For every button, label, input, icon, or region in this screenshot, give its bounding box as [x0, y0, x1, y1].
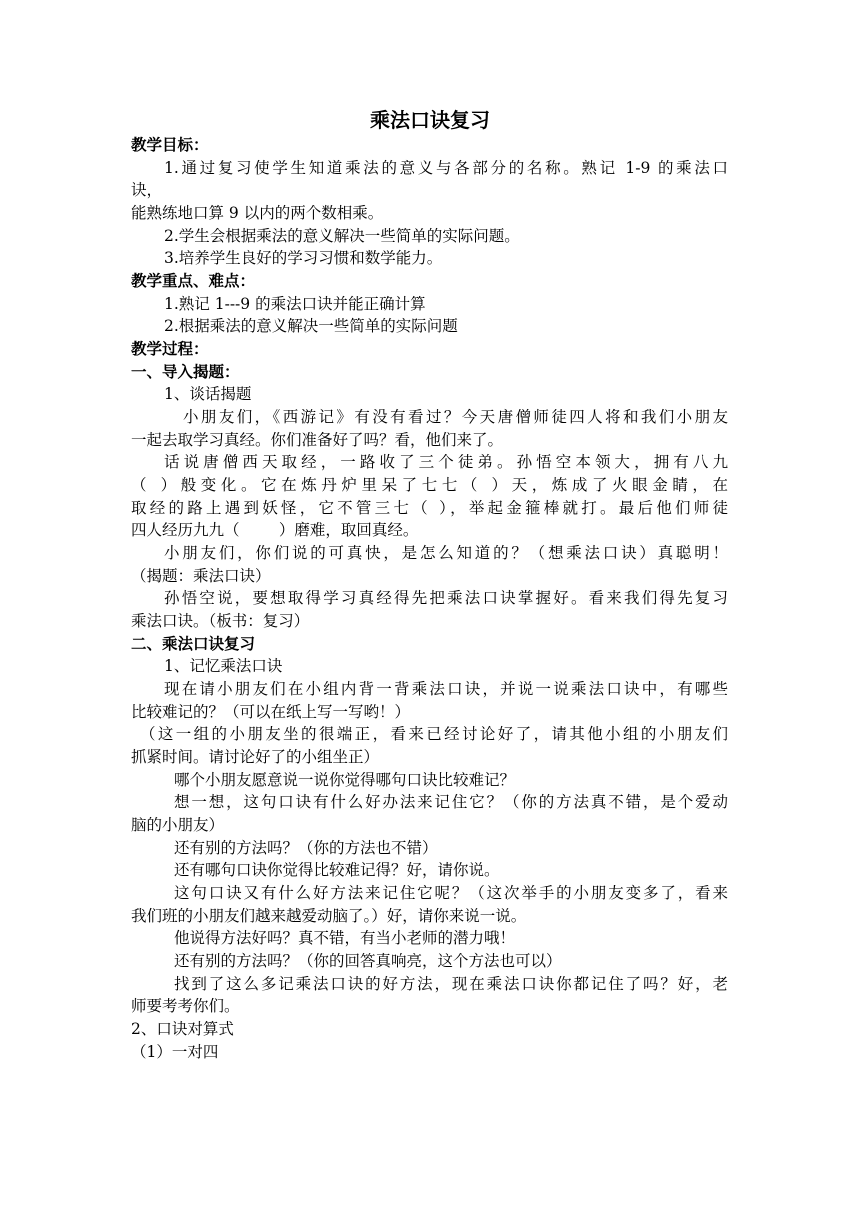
text-line: 1.通过复习使学生知道乘法的意义与各部分的名称。熟记 1-9 的乘法口 [164, 159, 728, 177]
text-line: 诀， [131, 181, 163, 199]
text-line: 小朋友们，《西游记》有没有看过？今天唐僧师徒四人将和我们小朋友 [183, 408, 728, 426]
text-line: （ ）般变化。它在炼丹炉里呆了七七（ ）天，炼成了火眼金睛，在 [131, 476, 728, 494]
text-line: 小朋友们，你们说的可真快，是怎么知道的？（想乘法口诀）真聪明！ [164, 544, 728, 562]
text-line: 想一想，这句口诀有什么好办法来记住它？（你的方法真不错，是个爱动 [174, 793, 728, 811]
text-line: 哪个小朋友愿意说一说你觉得哪句口诀比较难记？ [174, 771, 516, 789]
text-line: 还有哪句口诀你觉得比较难记得？好，请你说。 [174, 861, 500, 879]
text-line: 脑的小朋友） [131, 816, 225, 834]
text-line: 2、口诀对算式 [131, 1020, 234, 1038]
text-line: 师要考考你们。 [131, 997, 240, 1015]
text-line: 找到了这么多记乘法口诀的好方法，现在乘法口诀你都记住了吗？好，老 [174, 975, 728, 993]
section-heading-intro: 一、导入揭题： [131, 362, 240, 381]
text-line: 他说得方法好吗？真不错，有当小老师的潜力哦！ [174, 929, 516, 947]
text-line: 孙悟空说，要想取得学习真经得先把乘法口诀掌握好。看来我们得先复习 [164, 589, 728, 607]
text-line: 现在请小朋友们在小组内背一背乘法口诀，并说一说乘法口诀中，有哪些 [164, 680, 728, 698]
text-line: 抓紧时间。请讨论好了的小组坐正） [131, 748, 380, 766]
text-line: （1）一对四 [131, 1043, 219, 1061]
text-line: 我们班的小朋友们越来越爱动脑了。）好，请你来说一说。 [131, 907, 527, 925]
text-line: 还有别的方法吗？（你的方法也不错） [174, 839, 438, 857]
text-line: 乘法口诀。（板书：复习） [131, 612, 310, 630]
text-line: 2.学生会根据乘法的意义解决一些简单的实际问题。 [164, 227, 520, 245]
text-line: 2.根据乘法的意义解决一些简单的实际问题 [164, 317, 458, 335]
section-heading-key-points: 教学重点、难点： [131, 271, 256, 290]
text-line: （揭题：乘法口诀） [131, 567, 271, 585]
text-line: 能熟练地口算 9 以内的两个数相乘。 [131, 204, 384, 222]
text-line: 这句口诀又有什么好方法来记住它呢？（这次举手的小朋友变多了，看来 [174, 884, 728, 902]
text-line: 1.熟记 1---9 的乘法口诀并能正确计算 [164, 295, 426, 313]
text-line: 1、谈话揭题 [164, 385, 252, 403]
text-line: 话说唐僧西天取经，一路收了三个徒弟。孙悟空本领大，拥有八九 [164, 453, 728, 471]
text-line: 四人经历九九（ ）磨难，取回真经。 [131, 521, 419, 539]
document-title: 乘法口诀复习 [370, 108, 490, 132]
text-line: 比较难记的？（可以在纸上写一写哟！） [131, 703, 411, 721]
section-heading-process: 教学过程： [131, 339, 209, 358]
text-line: 1、记忆乘法口诀 [164, 657, 283, 675]
text-line: 3.培养学生良好的学习习惯和数学能力。 [164, 249, 443, 267]
text-line: （这一组的小朋友坐的很端正，看来已经讨论好了，请其他小组的小朋友们 [140, 725, 728, 743]
text-line: 取经的路上遇到妖怪，它不管三七（ ），举起金箍棒就打。最后他们师徒 [131, 499, 728, 517]
text-line: 还有别的方法吗？（你的回答真响亮，这个方法也可以） [174, 952, 562, 970]
section-heading-objectives: 教学目标： [131, 135, 209, 154]
section-heading-review: 二、乘法口诀复习 [131, 634, 256, 653]
text-line: 一起去取学习真经。你们准备好了吗？看，他们来了。 [131, 431, 504, 449]
